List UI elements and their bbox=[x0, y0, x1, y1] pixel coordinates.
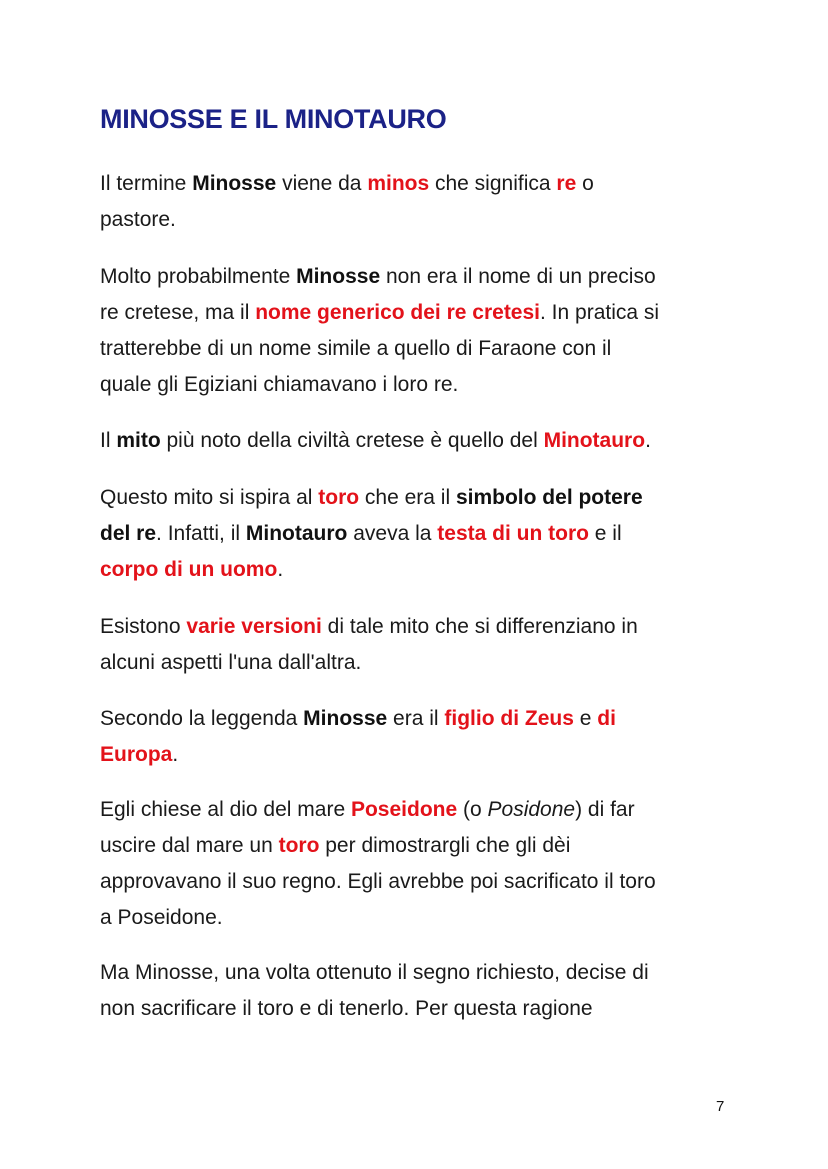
bold-term: Minosse bbox=[296, 265, 381, 288]
highlight-term: figlio di Zeus bbox=[444, 707, 574, 730]
bold-term: Minosse bbox=[192, 172, 277, 195]
highlight-term: Minotauro bbox=[543, 429, 646, 452]
paragraph-6-line-2: Europa. bbox=[100, 743, 179, 766]
paragraph-4-line-3: corpo di un uomo. bbox=[100, 558, 284, 581]
paragraph-7-line-4: a Poseidone. bbox=[100, 906, 223, 929]
highlight-term: di bbox=[597, 707, 616, 730]
paragraph-7-line-3: approvavano il suo regno. Egli avrebbe poi sacrificato il toro bbox=[100, 870, 656, 893]
highlight-term: corpo di un uomo bbox=[100, 558, 278, 581]
highlight-term: Poseidone bbox=[350, 798, 458, 821]
paragraph-1-line-2: pastore. bbox=[100, 208, 176, 231]
page-number: 7 bbox=[716, 1098, 725, 1115]
bold-term: Minotauro bbox=[245, 522, 348, 545]
bold-term: mito bbox=[116, 429, 161, 452]
bold-term: del re bbox=[100, 522, 157, 545]
paragraph-2-line-4: quale gli Egiziani chiamavano i loro re. bbox=[100, 373, 459, 396]
paragraph-2-line-3: tratterebbe di un nome simile a quello di Faraone con il bbox=[100, 337, 612, 360]
highlight-term: re bbox=[556, 172, 577, 195]
highlight-term: minos bbox=[367, 172, 430, 195]
paragraph-1 bbox=[100, 166, 740, 238]
highlight-term: testa di un toro bbox=[437, 522, 589, 545]
paragraph-5 bbox=[100, 609, 740, 681]
bold-term: Minosse bbox=[303, 707, 388, 730]
paragraph-5-line-1: Esistono varie versioni di tale mito che si differenziano in bbox=[100, 615, 638, 638]
paragraph-4-line-1: Questo mito si ispira al toro che era il simbolo del potere bbox=[100, 486, 643, 509]
paragraph-8 bbox=[100, 955, 740, 1027]
paragraph-5-line-2: alcuni aspetti l'una dall'altra. bbox=[100, 651, 362, 674]
highlight-term: toro bbox=[278, 834, 320, 857]
italic-term: Posidone bbox=[487, 798, 576, 821]
paragraph-3-line-1: Il mito più noto della civiltà cretese è quello del Minotauro. bbox=[100, 429, 651, 452]
paragraph-1-line-1: Il termine Minosse viene da minos che significa re o bbox=[100, 172, 594, 195]
paragraph-6 bbox=[100, 701, 740, 773]
paragraph-2-line-2: re cretese, ma il nome generico dei re cretesi. In pratica si bbox=[100, 301, 660, 324]
paragraph-6-line-1: Secondo la leggenda Minosse era il figlio di Zeus e di bbox=[100, 707, 616, 730]
paragraph-8-line-2: non sacrificare il toro e di tenerlo. Per questa ragione bbox=[100, 997, 593, 1020]
paragraph-7 bbox=[100, 792, 740, 936]
paragraph-7-line-1: Egli chiese al dio del mare Poseidone (o Posidone) di far bbox=[100, 798, 635, 821]
highlight-term: varie versioni bbox=[186, 615, 322, 638]
paragraph-2 bbox=[100, 259, 740, 403]
paragraph-4-line-2: del re. Infatti, il Minotauro aveva la testa di un toro e il bbox=[100, 522, 622, 545]
paragraph-7-line-2: uscire dal mare un toro per dimostrargli che gli dèi bbox=[100, 834, 571, 857]
highlight-term: Europa bbox=[100, 743, 173, 766]
bold-term: simbolo del potere bbox=[455, 486, 643, 509]
highlight-term: nome generico dei re cretesi bbox=[255, 301, 541, 324]
highlight-term: toro bbox=[318, 486, 360, 509]
page-title: MINOSSE E IL MINOTAURO bbox=[100, 104, 447, 134]
paragraph-2-line-1: Molto probabilmente Minosse non era il nome di un preciso bbox=[100, 265, 656, 288]
paragraph-3 bbox=[100, 423, 740, 459]
paragraph-4 bbox=[100, 480, 740, 588]
paragraph-8-line-1: Ma Minosse, una volta ottenuto il segno richiesto, decise di bbox=[100, 961, 649, 984]
